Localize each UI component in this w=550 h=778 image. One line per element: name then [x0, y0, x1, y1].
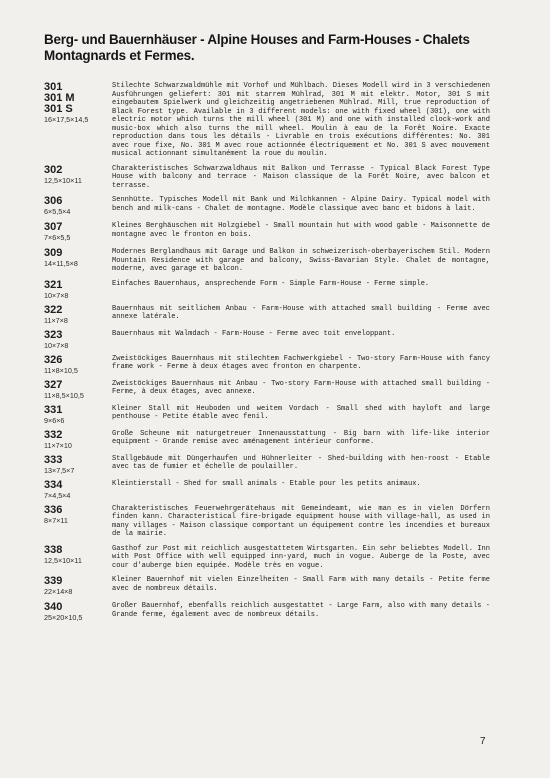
item-codes — [44, 248, 112, 274]
item-dimensions: 9×6×6 — [44, 415, 65, 425]
page-title: Berg- und Bauernhäuser - Alpine Houses and Farm-Houses - Chalets Montagnards et Fermes. — [44, 32, 470, 63]
catalog-list — [44, 82, 490, 628]
item-codes — [44, 222, 112, 242]
item-description: Charakteristisches Feuerwehrgerätehaus mit Gemeindeamt, wie man es in vielen Dörfern finden kann. Characteristical fire-brigade equipment house with village-hall, as used in many villages - Maison classique comportant un équipement contre les incendies et bureaux de la mairie. — [112, 504, 490, 538]
item-dimensions: 11×7×10 — [44, 440, 72, 450]
item-dimensions: 10×7×8 — [44, 290, 69, 300]
item-codes — [44, 405, 112, 425]
item-codes — [44, 280, 112, 300]
item-description: Große Scheune mit naturgetreuer Innenausstattung - Big barn with life-like interior equipment - Grande remise avec aménagement intérieur conforme. — [112, 429, 490, 446]
item-code: 332 — [44, 428, 63, 441]
item-description: Sennhütte. Typisches Modell mit Bank und Milchkannen - Alpine Dairy. Typical model with bench and milk-cans - Chalet de montagne. Modèle classique avec banc et bidons à lait. — [112, 196, 490, 213]
item-codes — [44, 430, 112, 450]
item-code: 322 — [44, 303, 63, 316]
catalog-entry-321 — [44, 280, 490, 300]
item-codes — [44, 196, 112, 216]
catalog-entry-306 — [44, 196, 490, 216]
item-codes — [44, 305, 112, 325]
catalog-entry-309 — [44, 248, 490, 274]
item-codes — [44, 505, 112, 539]
item-description: Stilechte Schwarzwaldmühle mit Vorhof und Mühlbach. Dieses Modell wird in 3 verschiedenen Ausführungen geliefert: 301 mit starrem Mühlrad, 301 M mit elektr. Motor, 301 S mit eingebautem Spielwerk und gleichzeitig angetriebenen Mühlrad. Mill, true reproduction of Black Forest type. Available in 3 different models: one with fixed wheel (301), one with electric motor which turns the mill wheel (301 M) and one with installed clock-work and music-box which also turns the mill wheel. Moulin à eau de la Forêt Noire. Exacte reproduction dans tous les détails - Livrable en trois exécutions différentes: No. 301 avec roue fixe, No. 301 M avec roue actionnée électriquement et No. 301 S avec mouvement musical actionnant simultanément la roue du moulin. — [112, 82, 490, 158]
item-code: 327 — [44, 378, 63, 391]
item-description: Stallgebäude mit Düngerhaufen und Hühnerleiter - Shed-building with hen-roost - Etable avec tas de fumier et échelle de poulailler. — [112, 454, 490, 471]
item-dimensions: 13×7,5×7 — [44, 465, 75, 475]
catalog-entry-339 — [44, 576, 490, 596]
item-code: 338 — [44, 543, 63, 556]
item-codes — [44, 602, 112, 622]
item-codes — [44, 455, 112, 475]
item-code: 301 M — [44, 92, 75, 104]
catalog-entry-331 — [44, 405, 490, 425]
item-codes — [44, 330, 112, 350]
item-code: 306 — [44, 195, 63, 207]
item-description: Zweistöckiges Bauernhaus mit stilechtem Fachwerkgiebel - Two-story Farm-House with fancy frame work - Ferme à deux étages avec fronton en charpente. — [112, 354, 490, 371]
item-code: 331 — [44, 403, 63, 416]
item-code: 302 — [44, 163, 63, 176]
catalog-entry-322 — [44, 305, 490, 325]
item-dimensions: 11×8,5×10,5 — [44, 390, 84, 400]
item-code: 326 — [44, 353, 63, 366]
item-dimensions: 22×14×8 — [44, 587, 73, 596]
catalog-entry-332 — [44, 430, 490, 450]
item-code: 309 — [44, 247, 63, 259]
item-codes — [44, 165, 112, 191]
catalog-entry-327 — [44, 380, 490, 400]
catalog-entry-334 — [44, 480, 490, 500]
catalog-entry-333 — [44, 455, 490, 475]
item-dimensions: 16×17,5×14,5 — [44, 115, 89, 124]
catalog-entry-326 — [44, 355, 490, 375]
catalog-entry-338 — [44, 545, 490, 571]
item-dimensions: 11×7×8 — [44, 315, 68, 325]
item-dimensions: 14×11,5×8 — [44, 259, 78, 268]
item-codes — [44, 82, 112, 159]
catalog-entry-336 — [44, 505, 490, 539]
item-description: Großer Bauernhof, ebenfalls reichlich ausgestattet - Large Farm, also with many details - Grande ferme, également avec de nombreux détails. — [112, 602, 490, 619]
item-dimensions: 7×6×5,5 — [44, 233, 71, 242]
item-description: Einfaches Bauernhaus, ansprechende Form - Simple Farm-House - Ferme simple. — [112, 279, 430, 288]
item-code: 307 — [44, 221, 63, 233]
item-code: 336 — [44, 503, 63, 516]
item-dimensions: 10×7×8 — [44, 340, 69, 350]
item-code: 333 — [44, 453, 63, 466]
page-number: 7 — [480, 736, 486, 747]
item-dimensions: 7×4,5×4 — [44, 490, 71, 500]
item-dimensions: 8×7×11 — [44, 515, 68, 525]
item-code: 334 — [44, 478, 63, 491]
item-description: Kleiner Bauernhof mit vielen Einzelheiten - Small Farm with many details - Petite ferme avec de nombreux détails. — [112, 576, 490, 593]
catalog-entry-302 — [44, 165, 490, 191]
catalog-entry-340 — [44, 602, 490, 622]
item-description: Kleintierstall - Shed for small animals - Etable pour les petits animaux. — [112, 479, 421, 488]
item-dimensions: 6×5,5×4 — [44, 207, 71, 216]
item-description: Modernes Berglandhaus mit Garage und Balkon in schweizerisch-oberbayerischem Stil. Modern Mountain Residence with garage and balcony, Swiss-Bavarian Style. Chalet de montagne, moderne, avec garage et balcon. — [112, 248, 490, 273]
item-description: Kleines Berghäuschen mit Holzgiebel - Small mountain hut with wood gable - Maisonnette de montagne avec le fronton en bois. — [112, 222, 490, 239]
item-code: 301 — [44, 81, 63, 93]
catalog-entry-301 — [44, 82, 490, 159]
item-dimensions: 11×8×10,5 — [44, 365, 78, 375]
item-code: 301 S — [44, 103, 73, 115]
item-codes — [44, 576, 112, 596]
item-codes — [44, 480, 112, 500]
item-description: Bauernhaus mit Walmdach - Farm-House - Ferme avec toit enveloppant. — [112, 329, 396, 338]
item-code: 323 — [44, 328, 63, 341]
item-dimensions: 25×20×10,5 — [44, 613, 83, 622]
item-dimensions: 12,5×10×11 — [44, 175, 82, 185]
item-code: 321 — [44, 278, 63, 291]
item-description: Gasthof zur Post mit reichlich ausgestattetem Wirtsgarten. Ein sehr beliebtes Modell. Inn with Post Office with well equipped inn-yard, much in vogue. Auberge de la Poste, avec cour d'auberge bien equipée. Modèle très en vogue. — [112, 544, 490, 570]
item-codes — [44, 380, 112, 400]
item-dimensions: 12,5×10×11 — [44, 555, 82, 565]
item-code: 340 — [44, 601, 63, 613]
item-code: 339 — [44, 575, 63, 587]
item-codes — [44, 545, 112, 571]
item-codes — [44, 355, 112, 375]
item-description: Charakteristisches Schwarzwaldhaus mit Balkon und Terrasse - Typical Black Forest Type House with balcony and terrace - Maison classique de la Forêt Noire, avec balcon et terrasse. — [112, 164, 490, 190]
item-description: Bauernhaus mit seitlichem Anbau - Farm-House with attached small building - Ferme avec annexe latérale. — [112, 304, 490, 321]
catalog-entry-323 — [44, 330, 490, 350]
item-description: Kleiner Stall mit Heuboden und weitem Vordach - Small shed with hayloft and large penthouse - Petite étable avec fenil. — [112, 404, 490, 421]
item-description: Zweistöckiges Bauernhaus mit Anbau - Two-story Farm-House with attached small building - Ferme, à deux étages, avec annexe. — [112, 379, 490, 396]
catalog-entry-307 — [44, 222, 490, 242]
